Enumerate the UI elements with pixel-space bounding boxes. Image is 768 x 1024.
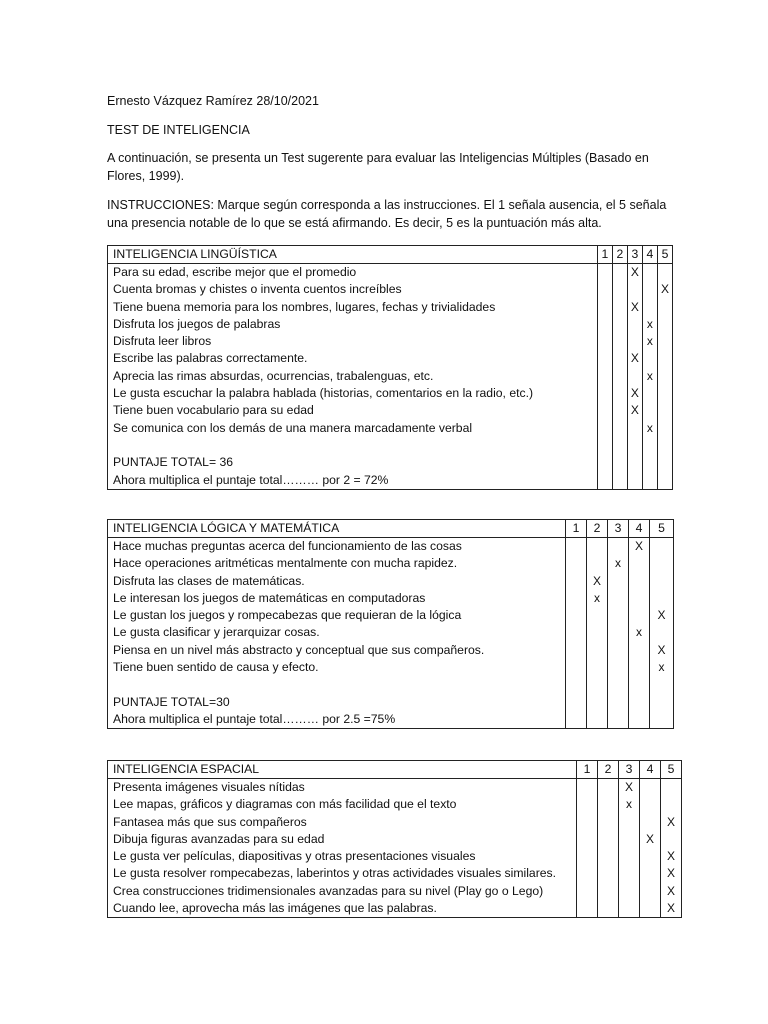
items-cell xyxy=(108,264,598,490)
items-cell xyxy=(108,538,566,729)
scale-column-1 xyxy=(577,779,598,918)
rating-mark: X xyxy=(630,386,639,401)
scale-column-1 xyxy=(566,538,587,729)
total-score-line: PUNTAJE TOTAL=30 xyxy=(113,694,230,709)
scale-header-1: 1 xyxy=(577,761,598,779)
item-text: Disfruta las clases de matemáticas. xyxy=(113,573,305,588)
rating-mark: X xyxy=(660,282,669,297)
scale-header-5: 5 xyxy=(661,761,682,779)
scale-column-4 xyxy=(642,264,657,490)
scale-header-2: 2 xyxy=(598,761,619,779)
scale-header-3: 3 xyxy=(608,520,629,538)
item-text: Le interesan los juegos de matemáticas en computadoras xyxy=(113,590,426,605)
scale-column-2 xyxy=(598,779,619,918)
scale-column-5 xyxy=(657,264,672,490)
item-text: Dibuja figuras avanzadas para su edad xyxy=(113,831,325,846)
rating-mark: x xyxy=(594,590,600,605)
table-espacial xyxy=(107,760,682,918)
item-text: Tiene buena memoria para los nombres, lugares, fechas y trivialidades xyxy=(113,299,496,314)
total-score-value: 36 xyxy=(219,455,234,470)
instructions-paragraph xyxy=(107,196,667,232)
rating-mark: X xyxy=(657,642,666,657)
scale-header-3: 3 xyxy=(627,246,642,264)
item-text: Escribe las palabras correctamente. xyxy=(113,351,308,366)
item-text: Se comunica con los demás de una manera marcadamente verbal xyxy=(113,420,473,435)
rating-mark: x xyxy=(646,316,653,331)
scale-header-5: 5 xyxy=(657,246,672,264)
scale-column-1 xyxy=(597,264,612,490)
scale-header-3: 3 xyxy=(619,761,640,779)
rating-mark: X xyxy=(666,866,675,881)
item-text: Le gusta clasificar y jerarquizar cosas. xyxy=(113,625,320,640)
item-text: Le gustan los juegos y rompecabezas que requieran de la lógica xyxy=(113,608,462,623)
scale-column-2 xyxy=(612,264,627,490)
rating-mark: x xyxy=(615,556,621,571)
scale-column-3 xyxy=(619,779,640,918)
intro-paragraph: A continuación, se presenta un Test sugerente para evaluar las Inteligencias Múltiples (Basado en Flores, 1999). xyxy=(107,151,649,183)
rating-mark: X xyxy=(666,849,675,864)
rating-mark: x xyxy=(626,797,632,812)
rating-mark: X xyxy=(630,299,639,314)
instructions-text: Marque según corresponda a las instrucciones. El 1 señala ausencia, el 5 señala una presencia notable de lo que se está afirmando. Es decir, 5 es la puntuación más alta. xyxy=(107,198,667,230)
rating-mark: x xyxy=(646,368,653,383)
item-text: Disfruta los juegos de palabras xyxy=(113,316,281,331)
scale-header-2: 2 xyxy=(587,520,608,538)
rating-mark: X xyxy=(666,883,675,898)
item-text: Hace operaciones aritméticas mentalmente con mucha rapidez. xyxy=(113,556,458,571)
scale-header-4: 4 xyxy=(640,761,661,779)
multiply-line: Ahora multiplica el puntaje total……… por 2 = 72% xyxy=(113,472,389,487)
scale-header-1: 1 xyxy=(597,246,612,264)
item-text: Tiene buen vocabulario para su edad xyxy=(113,403,314,418)
scale-column-3 xyxy=(627,264,642,490)
rating-mark: X xyxy=(630,403,639,418)
item-text: Crea construcciones tridimensionales avanzadas para su nivel (Play go o Lego) xyxy=(113,883,544,898)
scale-column-5 xyxy=(650,538,674,729)
item-text: Le gusta resolver rompecabezas, laberintos y otras actividades visuales similares. xyxy=(113,866,557,881)
rating-mark: X xyxy=(634,539,643,553)
rating-mark: x xyxy=(658,660,665,675)
item-text: Tiene buen sentido de causa y efecto. xyxy=(113,660,319,675)
rating-mark: x xyxy=(646,420,653,435)
table-title: INTELIGENCIA LÓGICA Y MATEMÁTICA xyxy=(108,520,566,538)
item-text: Aprecia las rimas absurdas, ocurrencias, trabalenguas, etc. xyxy=(113,368,434,383)
item-text: Para su edad, escribe mejor que el promedio xyxy=(113,265,357,279)
document-title: TEST DE INTELIGENCIA xyxy=(107,123,250,137)
item-text: Fantasea más que sus compañeros xyxy=(113,814,307,829)
scale-header-2: 2 xyxy=(612,246,627,264)
scale-header-4: 4 xyxy=(642,246,657,264)
rating-mark: X xyxy=(657,608,666,623)
item-text: Cuando lee, aprovecha más las imágenes que las palabras. xyxy=(113,901,437,916)
scale-column-5 xyxy=(661,779,682,918)
scale-column-3 xyxy=(608,538,629,729)
item-text: Piensa en un nivel más abstracto y conceptual que sus compañeros. xyxy=(113,642,485,657)
scale-header-1: 1 xyxy=(566,520,587,538)
scale-header-5: 5 xyxy=(650,520,674,538)
item-text: Disfruta leer libros xyxy=(113,334,212,349)
scale-header-4: 4 xyxy=(629,520,650,538)
rating-mark: X xyxy=(630,351,639,366)
rating-mark: x xyxy=(636,625,642,640)
table-linguistica xyxy=(107,245,673,490)
item-text: Le gusta escuchar la palabra hablada (historias, comentarios en la radio, etc.) xyxy=(113,386,534,401)
item-text: Lee mapas, gráficos y diagramas con más facilidad que el texto xyxy=(113,797,457,812)
rating-mark: x xyxy=(646,334,653,349)
total-score-value: 30 xyxy=(216,694,230,709)
table-logica-matematica xyxy=(107,519,674,729)
table-title: INTELIGENCIA LINGÜÍSTICA xyxy=(108,246,598,264)
percentage-result: 72% xyxy=(364,472,389,487)
rating-mark: X xyxy=(592,573,601,588)
rating-mark: X xyxy=(666,901,675,916)
rating-mark: X xyxy=(666,814,675,829)
rating-mark: X xyxy=(624,780,633,794)
item-text: Hace muchas preguntas acerca del funcionamiento de las cosas xyxy=(113,539,462,553)
items-cell xyxy=(108,779,577,918)
rating-mark: X xyxy=(645,831,654,846)
item-text: Le gusta ver películas, diapositivas y otras presentaciones visuales xyxy=(113,849,476,864)
scale-column-2 xyxy=(587,538,608,729)
scale-column-4 xyxy=(629,538,650,729)
instructions-label: INSTRUCCIONES: xyxy=(107,198,214,212)
total-score-line: PUNTAJE TOTAL= 36 xyxy=(113,455,234,470)
item-text: Presenta imágenes visuales nítidas xyxy=(113,780,305,794)
author-date-line: Ernesto Vázquez Ramírez 28/10/2021 xyxy=(107,94,319,108)
item-text: Cuenta bromas y chistes o inventa cuentos increíbles xyxy=(113,282,402,297)
scale-column-4 xyxy=(640,779,661,918)
rating-mark: X xyxy=(630,265,639,279)
table-title: INTELIGENCIA ESPACIAL xyxy=(108,761,577,779)
multiply-line: Ahora multiplica el puntaje total……… por 2.5 =75% xyxy=(113,711,396,726)
